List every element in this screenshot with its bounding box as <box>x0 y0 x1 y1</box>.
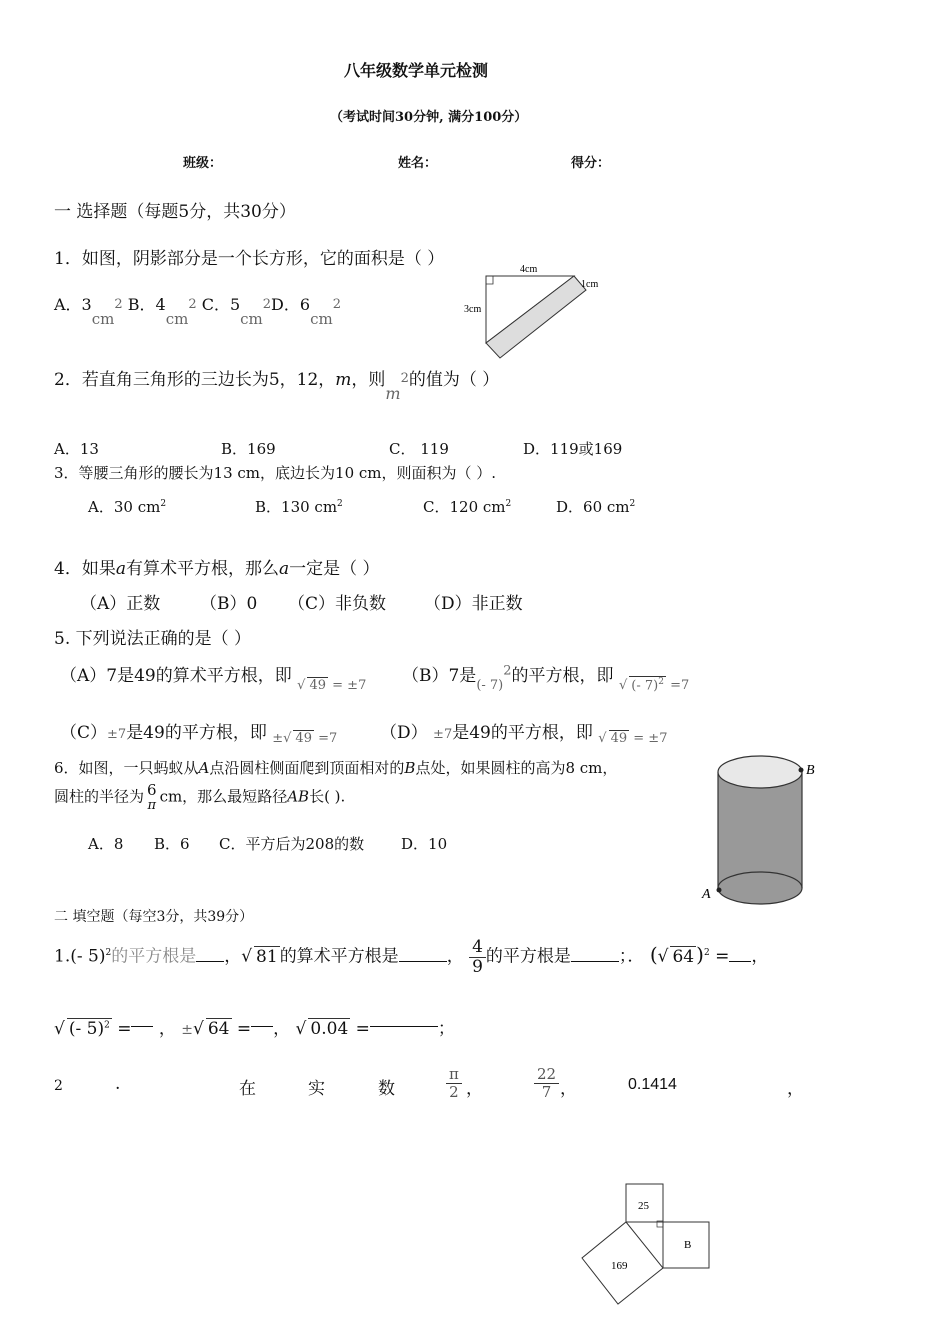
fill1b-eq3: = <box>355 1019 370 1039</box>
page-title: 八年级数学单元检测 <box>344 61 489 80</box>
fill1b-semi: ； <box>437 1019 455 1039</box>
q6-radius-frac <box>144 782 160 813</box>
q5-c-49: 49 <box>295 731 312 746</box>
q1-unit-c: cm <box>240 310 263 328</box>
q1-stem: 1．如图，阴影部分是一个长方形，它的面积是（ ） <box>54 249 445 269</box>
class-label: 班级： <box>183 156 223 171</box>
square-right-label: B <box>684 1239 692 1251</box>
fill1-81: 81 <box>256 946 278 967</box>
fill1b-blank1[interactable] <box>131 1026 153 1027</box>
q3-stem: 3．等腰三角形的腰长为13 cm，底边长为10 cm，则面积为（ ）. <box>54 464 497 482</box>
fill2-22: 22 <box>534 1066 559 1084</box>
fill1b-comma2: ， <box>273 1019 291 1039</box>
fill1-line: 1.(- 5)$^2$的平方根是 ，√ 81 的算术平方根是 ， $\frac{4}{9}$ 的平方根是 ；． (√ 64 )$^2$ = ， <box>54 937 769 977</box>
q4-stem-c: 一定是（ ） <box>289 559 380 579</box>
fill1b-64: 64 <box>207 1019 230 1039</box>
fill1b-004: 0.04 <box>310 1019 349 1039</box>
q6-stem-a: 6．如图，一只蚂蚁从 <box>54 759 199 777</box>
q6-stem-c: 点处，如果圆柱的高为8 cm， <box>415 759 618 777</box>
fill1-blank2[interactable] <box>399 961 447 962</box>
fill1b-pm: ± <box>181 1022 194 1038</box>
name-label: 姓名： <box>398 156 438 171</box>
q3-option-a-wrap: A．30 $cm^2$ <box>88 498 167 516</box>
q6-option-b: B．6 <box>154 835 190 853</box>
q5-a-math: √ 49 = ±7 <box>297 678 367 693</box>
fill1-blank3[interactable] <box>571 961 619 962</box>
fill1-frac-d: 9 <box>472 956 483 977</box>
q5-a-text: （A）7是49的算术平方根，即 <box>60 666 292 686</box>
q2-option-b: B．169 <box>221 440 276 458</box>
q5-d-pm7b: ±7 <box>648 731 668 746</box>
q2-m-squared: m <box>385 384 401 403</box>
fill1-sup2: 2 <box>105 948 112 959</box>
fill2-num: 2 <box>54 1078 63 1094</box>
fill1b-blank2[interactable] <box>251 1026 273 1027</box>
q5-b-text: （B）7是 <box>402 666 477 686</box>
fill2-two: 2 <box>449 1082 459 1101</box>
q4-option-d: （D）非正数 <box>424 594 523 614</box>
q5-d-49: 49 <box>610 731 628 746</box>
q1-options: A．$3cm^2$ B．$4cm^2$ C．$5cm^2D$．$6cm^2$ <box>54 295 341 328</box>
q6-cylinder-figure <box>696 750 826 908</box>
fill1-txt1: 的平方根是 <box>111 946 197 967</box>
q6-stem-b: 点沿圆柱侧面爬到顶面相对的 <box>209 759 405 777</box>
q5-option-b: （B）7是$_{(- 7)}^2$的平方根，即 $_{√ (- 7)^2 =7}$ <box>402 663 690 693</box>
q5-stem: 5. 下列说法正确的是（ ） <box>54 629 252 649</box>
q5-c-pm7: ±7 <box>107 727 127 742</box>
q5-b-7: 7 <box>680 678 690 693</box>
q3-option-d-wrap: D．60 $cm^2$ <box>556 498 636 516</box>
q3-option-b: B．130 cm <box>255 498 338 516</box>
fill2-char-3: 数 <box>378 1079 395 1099</box>
q6-option-d: D．10 <box>401 835 448 853</box>
q5-c-math: ±√ 49 =7 <box>272 731 338 746</box>
q1-unit-a: cm <box>91 310 115 328</box>
q3-option-b-wrap: B．130 $cm^2$ <box>255 498 343 516</box>
q1-figure <box>460 260 610 360</box>
square-top-label: 25 <box>638 1200 649 1212</box>
q1-option-b: B．4 <box>127 295 166 314</box>
q1-option-a: A．3 <box>54 295 92 314</box>
fill1-frac <box>469 938 486 976</box>
q1-unit-b: cm <box>165 310 189 328</box>
q6-A: A <box>198 759 210 777</box>
fill2-pi: π <box>446 1066 462 1084</box>
q2-stem-c: 的值为（ ） <box>408 370 500 390</box>
q5-a-pm7: ±7 <box>347 678 367 693</box>
q5-b-eq: = <box>670 678 681 693</box>
q4-stem-a: 4．如果 <box>54 559 116 579</box>
q5-d-text: （D） <box>380 723 428 743</box>
section2-heading: 二 填空题（每空3分，共39分） <box>54 909 254 925</box>
square-left-label: 169 <box>611 1260 628 1272</box>
fill2-frac-22-7 <box>534 1066 559 1100</box>
q5-d-pm7: ±7 <box>433 727 453 742</box>
q6-option-c: C．平方后为208的数 <box>219 835 365 853</box>
fill2-dot: . <box>115 1074 121 1094</box>
q6-fig-B-label: B <box>806 763 815 778</box>
q5-b-neg7: (- 7) <box>476 678 504 693</box>
q2-stem-b: ，则 <box>351 370 386 390</box>
fill2-comma-3: ， <box>787 1079 804 1099</box>
fill1b-sup2: 2 <box>104 1020 110 1031</box>
q4-stem-b: 有算术平方根，那么 <box>125 559 279 579</box>
fill1b-comma1: ， <box>158 1019 176 1039</box>
q6-frac-n: 6 <box>147 781 157 799</box>
q5-c-eq: = <box>318 731 330 746</box>
q4-stem <box>54 554 380 579</box>
q4-option-b: （B）0 <box>200 594 258 614</box>
fill1-sep2: ， <box>446 946 464 967</box>
q6-frac-d: π <box>147 797 157 813</box>
fill1b-blank3[interactable] <box>370 1026 438 1027</box>
fill1b-line: √ (- 5)$^2$ = ， ±√ 64 = ， √ 0.04 = ； <box>54 1019 455 1039</box>
fill1-64: 64 <box>672 946 695 967</box>
q1-option-d: D．6 <box>271 295 311 314</box>
fill1-comma: ， <box>751 946 769 967</box>
fill2-char-2: 实 <box>308 1079 325 1099</box>
q2-option-c: C． 119 <box>389 440 449 458</box>
q1-fig-top-label: 4cm <box>520 264 538 275</box>
fill1-neg5: (- 5) <box>70 946 106 967</box>
q5-b-neg7-root: (- 7) <box>631 678 659 693</box>
q3-option-c-wrap: C．120 $cm^2$ <box>423 498 512 516</box>
fill1-blank4[interactable] <box>729 961 751 962</box>
q5-option-a <box>60 661 367 693</box>
q5-b-math: √ (- 7)2 =7 <box>618 676 690 693</box>
q1-fig-right-label: 1cm <box>581 279 599 290</box>
q4-a2: a <box>278 559 290 579</box>
fill1-prefix: 1. <box>54 946 71 967</box>
q6-B: B <box>404 759 416 777</box>
q6-line2-b: cm，那么最短路径 <box>159 787 288 806</box>
fill1-sep1: ， <box>224 946 242 967</box>
q3-option-a: A．30 cm <box>88 498 161 516</box>
q3-option-c: C．120 cm <box>423 498 506 516</box>
section1-heading: 一 选择题（每题5分，共30分） <box>54 202 296 222</box>
fill2-char-1: 在 <box>239 1079 256 1099</box>
q2-stem-a: 2．若直角三角形的三边长为5，12， <box>54 370 336 390</box>
q6-stem <box>54 757 617 778</box>
q2-option-a: A．13 <box>54 440 99 458</box>
fill1-blank1[interactable] <box>196 961 224 962</box>
q4-option-c: （C）非负数 <box>288 594 387 614</box>
q5-b-text2: 的平方根，即 <box>511 666 614 686</box>
fill1b-eq2: = <box>236 1019 252 1039</box>
q2-stem: 2．若直角三角形的三边长为5，12，m，则$m^2$的值为（ ） <box>54 370 500 403</box>
q2-m: m <box>335 370 352 390</box>
squares-figure <box>574 1178 719 1312</box>
q5-c-text: （C） <box>60 723 108 743</box>
q5-d-eq: = <box>633 731 645 746</box>
fill1b-eq1: = <box>117 1019 132 1039</box>
q4-option-a: （A）正数 <box>80 594 161 614</box>
q5-d-text2: 是49的平方根，即 <box>452 723 593 743</box>
q5-d-math: √ 49 = ±7 <box>598 731 668 746</box>
q6-line2-a: 圆柱的半径为 <box>54 787 145 806</box>
q5-a-eq: = <box>332 678 344 693</box>
fill1-txt2: 的算术平方根是 <box>279 946 399 967</box>
q4-a1: a <box>115 559 126 579</box>
fill2-7: 7 <box>541 1082 552 1101</box>
fill2-comma-2: ， <box>560 1079 577 1099</box>
fill1-txt3: 的平方根是 <box>485 946 571 967</box>
fill1-txt4: ；． <box>618 946 645 967</box>
q5-option-c <box>60 718 338 746</box>
q6-fig-A-label: A <box>702 887 711 902</box>
q5-c-7: 7 <box>329 731 338 746</box>
fill1-frac-n: 4 <box>469 938 486 958</box>
q1-option-c: C．5 <box>201 295 241 314</box>
q5-a-49: 49 <box>309 678 326 693</box>
q5-option-d <box>380 718 668 746</box>
fill1-eq: = <box>715 946 730 967</box>
q1-fig-left-label: 3cm <box>464 304 482 315</box>
exam-subtitle: （考试时间30分钟, 满分100分） <box>330 110 528 125</box>
q3-option-d: D．60 cm <box>556 498 630 516</box>
q6-option-a: A．8 <box>88 835 124 853</box>
q6-line2-c: 长( ). <box>309 787 346 806</box>
q6-AB: AB <box>287 787 310 806</box>
q6-line2 <box>54 782 345 813</box>
q2-option-d: D．119或169 <box>523 440 623 458</box>
fill2-comma-1: ， <box>466 1079 483 1099</box>
fill2-frac-pi <box>446 1066 462 1100</box>
score-label: 得分： <box>571 156 611 171</box>
fill1b-neg5: (- 5) <box>68 1019 105 1039</box>
q5-c-text2: 是49的平方根，即 <box>126 723 267 743</box>
q1-unit-d: cm <box>310 310 333 328</box>
fill2-value: 0.1414 <box>628 1076 677 1093</box>
